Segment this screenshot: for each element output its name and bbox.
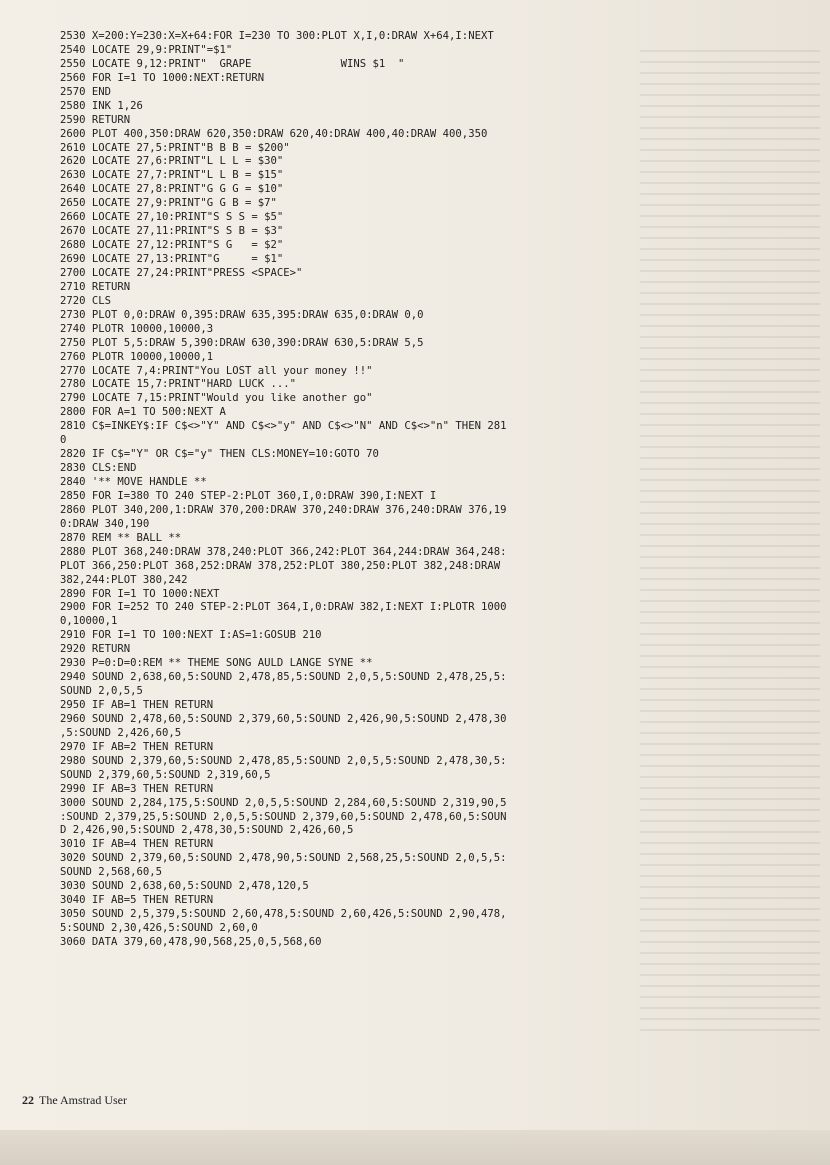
basic-program-listing [60,30,760,950]
code-line: 2530 X=200:Y=230:X=X+64:FOR I=230 TO 300:PLOT X,I,0:DRAW X+64,I:NEXT [60,30,494,42]
code-line: 2640 LOCATE 27,8:PRINT"G G G = $10" [60,183,284,196]
code-line: 3050 SOUND 2,5,379,5:SOUND 2,60,478,5:SOUND 2,60,426,5:SOUND 2,90,478, [60,908,507,921]
code-line: 2760 PLOTR 10000,10000,1 [60,350,214,363]
code-line: 2960 SOUND 2,478,60,5:SOUND 2,379,60,5:SOUND 2,426,90,5:SOUND 2,478,30 [60,712,507,725]
code-line: 2800 FOR A=1 TO 500:NEXT A [60,406,226,419]
code-line: 2920 RETURN [60,643,131,656]
publication-name: The Amstrad User [39,1093,127,1107]
code-line: 2790 LOCATE 7,15:PRINT"Would you like another go" [60,392,373,405]
code-line: 3010 IF AB=4 THEN RETURN [60,838,214,851]
code-line: SOUND 2,379,60,5:SOUND 2,319,60,5 [60,768,271,781]
code-line: 2540 LOCATE 29,9:PRINT"=$1" [60,43,233,56]
code-line: 0,10000,1 [60,615,118,628]
code-line: 2900 FOR I=252 TO 240 STEP-2:PLOT 364,I,0:DRAW 382,I:NEXT I:PLOTR 1000 [60,601,507,614]
code-line: :SOUND 2,379,25,5:SOUND 2,0,5,5:SOUND 2,379,60,5:SOUND 2,478,60,5:SOUN [60,810,507,823]
code-line: 3000 SOUND 2,284,175,5:SOUND 2,0,5,5:SOUND 2,284,60,5:SOUND 2,319,90,5 [60,796,507,809]
code-line: 2830 CLS:END [60,462,137,475]
code-line: 2570 END [60,85,112,98]
page-footer [22,1093,127,1108]
code-line: 2600 PLOT 400,350:DRAW 620,350:DRAW 620,40:DRAW 400,40:DRAW 400,350 [60,127,488,140]
code-line: 2880 PLOT 368,240:DRAW 378,240:PLOT 366,242:PLOT 364,244:DRAW 364,248: [60,545,507,558]
code-line: 2750 PLOT 5,5:DRAW 5,390:DRAW 630,390:DRAW 630,5:DRAW 5,5 [60,336,424,349]
code-line: 2850 FOR I=380 TO 240 STEP-2:PLOT 360,I,0:DRAW 390,I:NEXT I [60,489,437,502]
code-line: SOUND 2,0,5,5 [60,685,143,698]
code-line: 2730 PLOT 0,0:DRAW 0,395:DRAW 635,395:DRAW 635,0:DRAW 0,0 [60,308,424,321]
code-line: 2950 IF AB=1 THEN RETURN [60,699,214,711]
code-line: 2670 LOCATE 27,11:PRINT"S S B = $3" [60,225,284,238]
code-line: 2630 LOCATE 27,7:PRINT"L L B = $15" [60,169,284,182]
code-line: 2890 FOR I=1 TO 1000:NEXT [60,587,220,600]
code-line: ,5:SOUND 2,426,60,5 [60,726,182,739]
code-line: 2680 LOCATE 27,12:PRINT"S G = $2" [60,239,284,252]
code-line: 2720 CLS [60,294,112,307]
code-line: 3030 SOUND 2,638,60,5:SOUND 2,478,120,5 [60,880,309,893]
code-line: 0 [60,434,67,447]
code-line: 2550 LOCATE 9,12:PRINT" GRAPE WINS $1 " [60,57,405,70]
page-bottom-edge [0,1130,830,1165]
code-line: 2580 INK 1,26 [60,99,143,112]
code-line: 2740 PLOTR 10000,10000,3 [60,322,214,335]
code-line: 3060 DATA 379,60,478,90,568,25,0,5,568,60 [60,935,322,948]
code-line: 2650 LOCATE 27,9:PRINT"G G B = $7" [60,197,277,210]
code-line: 2870 REM ** BALL ** [60,531,182,544]
code-line: 2910 FOR I=1 TO 100:NEXT I:AS=1:GOSUB 210 [60,629,322,642]
code-line: PLOT 366,250:PLOT 368,252:DRAW 378,252:PLOT 380,250:PLOT 382,248:DRAW [60,559,501,572]
code-line: 2820 IF C$="Y" OR C$="y" THEN CLS:MONEY=10:GOTO 70 [60,448,379,461]
code-line: 2770 LOCATE 7,4:PRINT"You LOST all your money !!" [60,364,373,377]
code-line: 2860 PLOT 340,200,1:DRAW 370,200:DRAW 370,240:DRAW 376,240:DRAW 376,19 [60,503,507,516]
code-line: SOUND 2,568,60,5 [60,866,163,879]
code-line: 2780 LOCATE 15,7:PRINT"HARD LUCK ..." [60,378,296,391]
code-line: 3020 SOUND 2,379,60,5:SOUND 2,478,90,5:SOUND 2,568,25,5:SOUND 2,0,5,5: [60,852,507,865]
code-line: 2690 LOCATE 27,13:PRINT"G = $1" [60,253,284,265]
code-line: 3040 IF AB=5 THEN RETURN [60,894,214,907]
code-line: 2710 RETURN [60,280,131,293]
code-line: D 2,426,90,5:SOUND 2,478,30,5:SOUND 2,426,60,5 [60,824,354,837]
code-line: 2940 SOUND 2,638,60,5:SOUND 2,478,85,5:SOUND 2,0,5,5:SOUND 2,478,25,5: [60,671,507,684]
code-line: 382,244:PLOT 380,242 [60,573,188,586]
code-line: 2660 LOCATE 27,10:PRINT"S S S = $5" [60,211,284,224]
code-line: 5:SOUND 2,30,426,5:SOUND 2,60,0 [60,922,258,934]
code-line: 2980 SOUND 2,379,60,5:SOUND 2,478,85,5:SOUND 2,0,5,5:SOUND 2,478,30,5: [60,754,507,767]
code-line: 2840 '** MOVE HANDLE ** [60,476,207,488]
code-line: 2610 LOCATE 27,5:PRINT"B B B = $200" [60,141,290,154]
code-line: 2990 IF AB=3 THEN RETURN [60,782,214,795]
page-number: 22 [22,1093,34,1107]
code-line: 2590 RETURN [60,113,131,126]
code-line: 2930 P=0:D=0:REM ** THEME SONG AULD LANGE SYNE ** [60,657,373,670]
code-line: 2560 FOR I=1 TO 1000:NEXT:RETURN [60,71,265,84]
code-line: 2620 LOCATE 27,6:PRINT"L L L = $30" [60,155,284,168]
code-line: 2810 C$=INKEY$:IF C$<>"Y" AND C$<>"y" AND C$<>"N" AND C$<>"n" THEN 281 [60,420,507,433]
code-line: 2700 LOCATE 27,24:PRINT"PRESS <SPACE>" [60,266,303,279]
code-line: 2970 IF AB=2 THEN RETURN [60,740,214,753]
code-line: 0:DRAW 340,190 [60,517,150,530]
